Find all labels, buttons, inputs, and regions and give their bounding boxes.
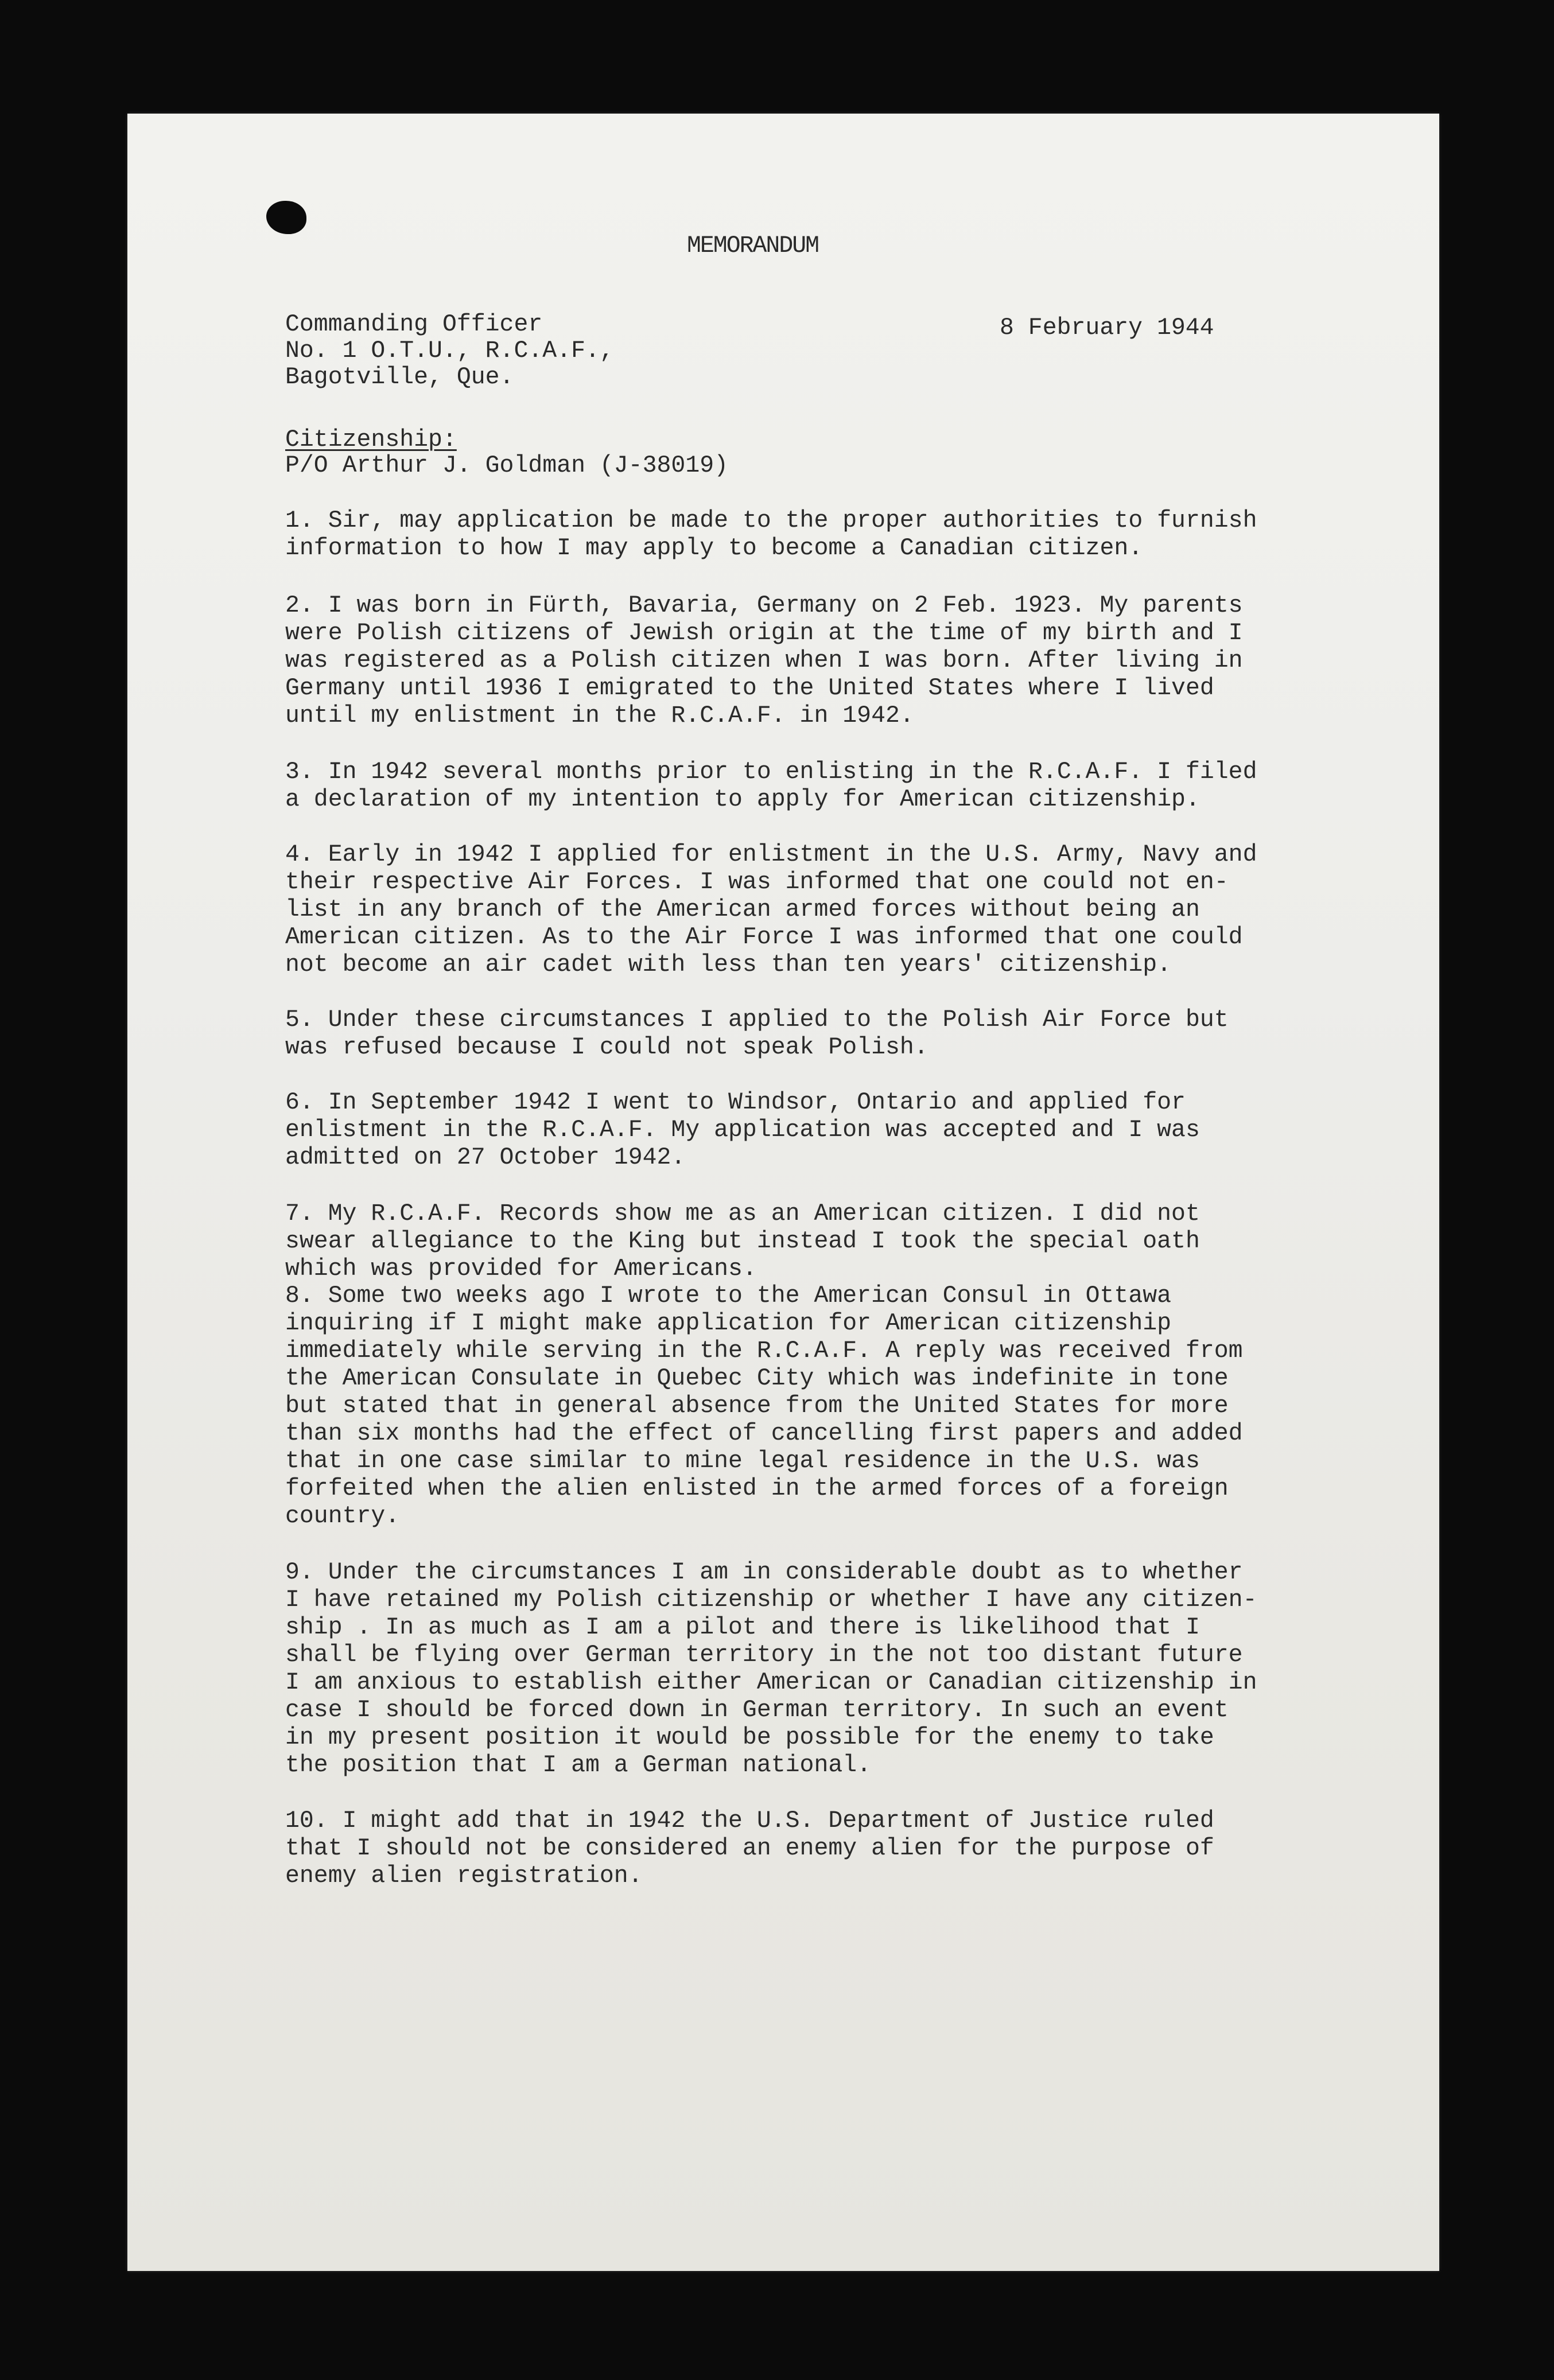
paragraph-7: 7. My R.C.A.F. Records show me as an American citizen. I did not swear allegiance to the King but instead I took the special oath which was provided for Americans. [285,1200,1200,1282]
paragraph-8: 8. Some two weeks ago I wrote to the American Consul in Ottawa inquiring if I might make application for American citizenship immediately while serving in the R.C.A.F. A reply was received from the American Consulate in Quebec City which was indefinite in tone but stated that in general absence from the United States for more than six months had the effect of cancelling first papers and added that in one case similar to mine legal residence in the U.S. was forfeited when the alien enlisted in the armed forces of a foreign country. [285,1282,1243,1530]
subject-label: Citizenship: [285,426,457,453]
paragraph-1: 1. Sir, may application be made to the proper authorities to furnish information to how I may apply to become a Canadian citizen. [285,507,1257,562]
paragraph-5: 5. Under these circumstances I applied to the Polish Air Force but was refused because I could not speak Polish. [285,1006,1229,1061]
subject-name: P/O Arthur J. Goldman (J-38019) [285,452,729,479]
paragraph-10: 10. I might add that in 1942 the U.S. Department of Justice ruled that I should not be considered an enemy alien for the purpose of enemy alien registration. [285,1807,1214,1889]
paragraph-2: 2. I was born in Fürth, Bavaria, Germany on 2 Feb. 1923. My parents were Polish citizens of Jewish origin at the time of my birth and I was registered as a Polish citizen when I was born. After living in Germany until 1936 I emigrated to the United States where I lived until my enlistment in the R.C.A.F. in 1942. [285,592,1243,729]
memo-title: MEMORANDUM [687,232,819,259]
paragraph-6: 6. In September 1942 I went to Windsor, Ontario and applied for enlistment in the R.C.A.F. My application was accepted and I was admitted on 27 October 1942. [285,1089,1200,1171]
paragraph-3: 3. In 1942 several months prior to enlisting in the R.C.A.F. I filed a declaration of my intention to apply for American citizenship. [285,759,1257,813]
paragraph-4: 4. Early in 1942 I applied for enlistment in the U.S. Army, Navy and their respective Air Forces. I was informed that one could not en- list in any branch of the American armed forces without being an American citizen. As to the Air Force I was informed that one could not become an air cadet with less than ten years' citizenship. [285,841,1257,978]
memo-page [127,114,1439,2271]
addressee-block: Commanding Officer No. 1 O.T.U., R.C.A.F., Bagotville, Que. [285,311,614,391]
paragraph-9: 9. Under the circumstances I am in considerable doubt as to whether I have retained my Polish citizenship or whether I have any citizen- ship . In as much as I am a pilot and there is likelihood that I shall be flying over German territory in the not too distant future I am anxious to establish either American or Canadian citizenship in case I should be forced down in German territory. In such an event in my present position it would be possible for the enemy to take the position that I am a German national. [285,1559,1257,1779]
memo-date: 8 February 1944 [1000,314,1214,341]
punch-hole [266,201,306,234]
